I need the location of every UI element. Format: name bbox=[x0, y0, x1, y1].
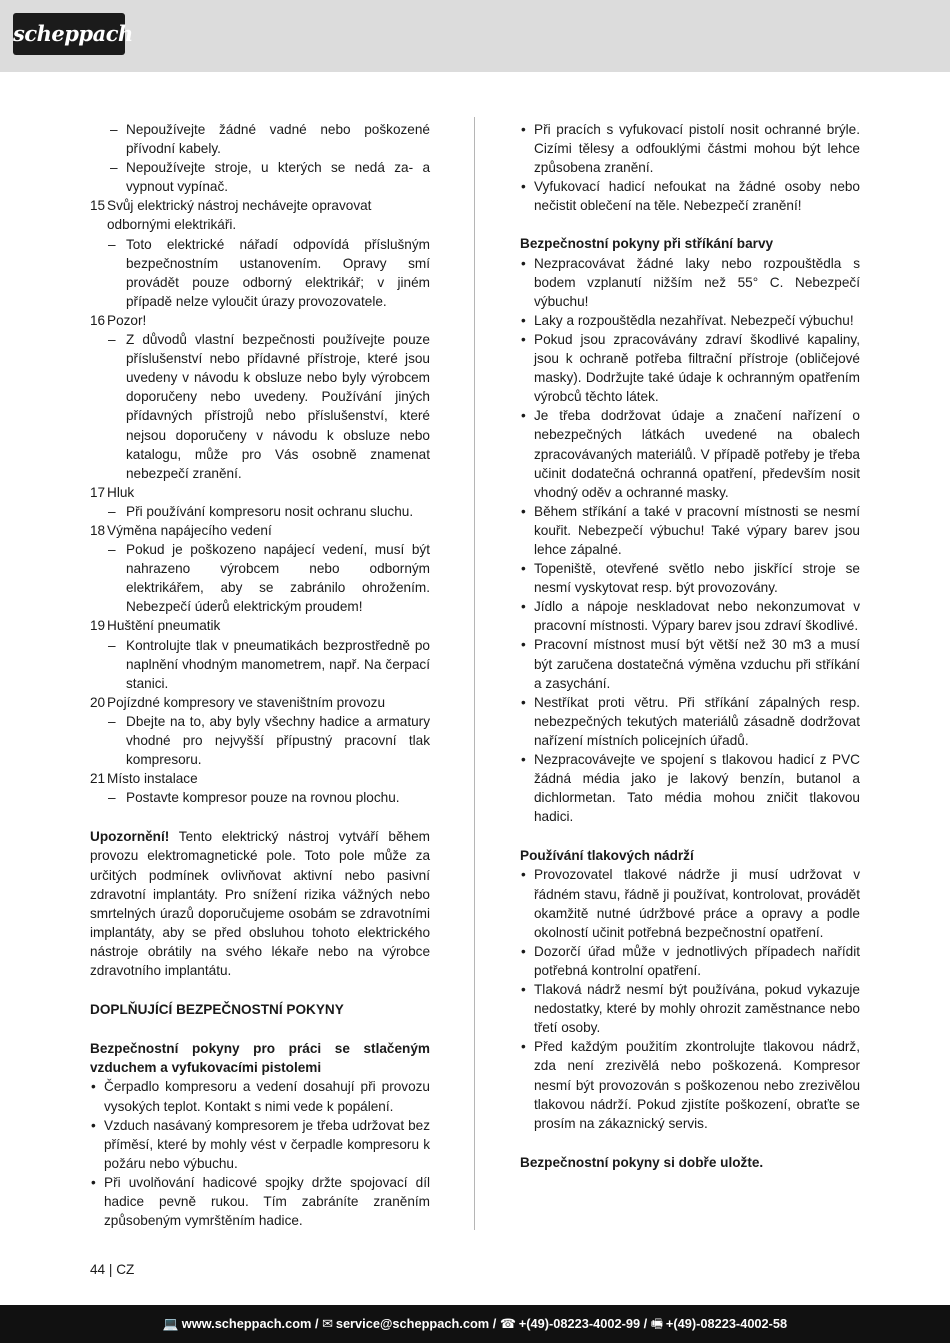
list-item-text: Postavte kompresor pouze na rovnou plochu. bbox=[126, 790, 400, 806]
list-item-text: Pokud je poškozeno napájecí vedení, musí být nahrazeno výrobcem nebo odborným elektrikářem, aby se zabránilo ohrožením. Nebezpečí úderů elektrickým proudem! bbox=[126, 542, 430, 615]
brand-logo: scheppach bbox=[13, 13, 125, 55]
list-item-text: Kontrolujte tlak v pneumatikách bezprostředně po naplnění vhodným manometrem, např. Na čerpací stanici. bbox=[126, 637, 430, 691]
list-item-text: Nepoužívejte stroje, u kterých se nedá za- a vypnout vypínač. bbox=[126, 160, 430, 195]
list-item: • Laky a rozpouštědla nezahřívat. Nebezpečí výbuchu! bbox=[521, 312, 854, 328]
list-item-text: Při používání kompresoru nosit ochranu sluchu. bbox=[126, 503, 414, 519]
list-item: – Kontrolujte tlak v pneumatikách bezprostředně po naplnění vhodným manometrem, např. Na čerpací stanici. bbox=[108, 637, 430, 691]
list-item-text: Provozovatel tlakové nádrže ji musí udržovat v řádném stavu, řádně ji používat, kontrolovat, provádět okamžitě nutné údržbové práce a opravy a podle okolností učinit potřebná bezpečnostní opatření. bbox=[534, 867, 860, 940]
list-item: – Z důvodů vlastní bezpečnosti používejte pouze příslušenství nebo přídavné přístroje, které jsou uvedeny v návodu k obsluze nebo byly výrobcem doporučeny nebo uvedeny. Používání jiných přídavných přístrojů nebo příslušenství, které nejsou doporučeny v návodu k obsluze nebo katalogu, může pro Vás osobně znamenat nebezpečí zranění. bbox=[108, 332, 430, 481]
item-title: Hluk bbox=[107, 484, 135, 500]
item-title: Svůj elektrický nástroj nechávejte opravovat odbornými elektrikáři. bbox=[107, 198, 372, 233]
item-title: Pozor! bbox=[107, 312, 147, 328]
item-number: 19 bbox=[90, 618, 106, 634]
list-item-text: Je třeba dodržovat údaje a značení nařízení o nebezpečných látkách uvedené na obalech zpracovávaných materiálů. V případě potřeby je třeba učinit dodatečná ochranná opatření, především nosit vhodný oděv a ochranné masky. bbox=[534, 408, 860, 500]
item-title: Huštění pneumatik bbox=[107, 618, 221, 634]
list-item: – Toto elektrické nářadí odpovídá příslušným bezpečnostním ustanovením. Opravy smí provádět pouze odborný elektrikář; v jiném případě nelze vyloučit úrazy provozovatele. bbox=[108, 236, 430, 309]
list-item: • Pracovní místnost musí být větší než 30 m3 a musí být zaručena dostatečná výměna vzduchu při stříkání a zasychání. bbox=[521, 637, 860, 691]
phone-number: +(49)-08223-4002-99 / bbox=[518, 1316, 648, 1331]
list-item: • Nestříkat proti větru. Při stříkání zápalných resp. nebezpečných tekutých materiálů zásadně dodržovat nařízení místních policejních úřadů. bbox=[521, 694, 860, 748]
fax-number: +(49)-08223-4002-58 bbox=[665, 1316, 788, 1331]
list-item-text: Nestříkat proti větru. Při stříkání zápalných resp. nebezpečných tekutých materiálů zásadně dodržovat nařízení místních policejních úřadů. bbox=[534, 694, 860, 748]
list-item: • Nezpracovávat žádné laky nebo rozpouštědla s bodem vzplanutí nižším než 55° C. Nebezpečí výbuchu! bbox=[521, 255, 860, 309]
page-number: 44 | CZ bbox=[90, 1262, 135, 1277]
list-item-text: Pokud jsou zpracovávány zdraví škodlivé kapaliny, jsou k ochraně potřeba filtrační přístroje (obličejové masky). Dodržujte také údaje k ochranným opatřením výrobců těchto látek. bbox=[534, 331, 860, 405]
computer-icon: 💻 bbox=[162, 1316, 179, 1331]
list-item-text: Při pracích s vyfukovací pistolí nosit ochranné brýle. Cizími tělesy a odfouklými částmi mohou být lehce způsobena zranění. bbox=[534, 122, 860, 176]
item-number: 18 bbox=[90, 522, 106, 538]
list-item: – Dbejte na to, aby byly všechny hadice a armatury vhodné pro nejvyšší přípustný pracovní tlak kompresoru. bbox=[108, 713, 430, 768]
item-number: 20 bbox=[90, 694, 106, 710]
item-title: Místo instalace bbox=[107, 771, 198, 787]
right-column bbox=[520, 120, 860, 1172]
list-item-text: Během stříkání a také v pracovní místnosti se nesmí kouřit. Nebezpečí výbuchu! Také výpary barev jsou lehce zápalné. bbox=[534, 503, 860, 557]
item-number: 16 bbox=[90, 312, 106, 328]
left-column bbox=[90, 120, 430, 1230]
item-title: Výměna napájecího vedení bbox=[107, 522, 272, 538]
list-item-text: Nepoužívejte žádné vadné nebo poškozené přívodní kabely. bbox=[126, 122, 430, 157]
notice-label: Upozornění! bbox=[90, 829, 170, 845]
list-item: • Před každým použitím zkontrolujte tlakovou nádrž, zda není zrezivělá nebo poškozená. Kompresor nesmí být provozován s poškozenou nebo zrezivělou tlakovou nádrží. Pokud zjistíte poškození, obraťte se prosím na zákaznický servis. bbox=[521, 1039, 860, 1131]
list-item-text: Dbejte na to, aby byly všechny hadice a armatury vhodné pro nejvyšší přípustný pracovní tlak kompresoru. bbox=[126, 713, 430, 768]
list-item-text: Z důvodů vlastní bezpečnosti používejte pouze příslušenství nebo přídavné přístroje, které jsou uvedeny v návodu k obsluze nebo byly výrobcem doporučeny nebo uvedeny. Používání jiných přídavných přístrojů nebo příslušenství, které nejsou doporučeny v návodu k obsluze nebo katalogu, může pro Vás osobně znamenat nebezpečí zranění. bbox=[126, 332, 430, 481]
list-item-text: Nezpracovávat žádné laky nebo rozpouštědla s bodem vzplanutí nižším než 55° C. Nebezpečí výbuchu! bbox=[534, 255, 860, 309]
section-heading: Používání tlakových nádrží bbox=[520, 848, 694, 864]
list-item-text: Vzduch nasávaný kompresorem je třeba udržovat bez příměsí, které by mohly vést v čerpadle kompresoru k požáru nebo výbuchu. bbox=[104, 1117, 430, 1171]
list-item: • Pokud jsou zpracovávány zdraví škodlivé kapaliny, jsou k ochraně potřeba filtrační přístroje (obličejové masky). Dodržujte také údaje k ochranným opatřením výrobců těchto látek. bbox=[521, 331, 860, 405]
numbered-item-18 bbox=[90, 521, 430, 540]
list-item: • Čerpadlo kompresoru a vedení dosahují při provozu vysokých teplot. Kontakt s nimi vede k popálení. bbox=[91, 1079, 430, 1114]
emf-notice bbox=[90, 827, 430, 980]
list-item: • Nezpracovávejte ve spojení s tlakovou hadicí z PVC žádná média jako je lakový benzín, butanol a dichlormetan. Tato média mohou zničit tlakovou hadici. bbox=[521, 752, 860, 825]
numbered-item-15 bbox=[90, 196, 430, 234]
list-item-text: Laky a rozpouštědla nezahřívat. Nebezpečí výbuchu! bbox=[534, 312, 854, 328]
closing-note: Bezpečnostní pokyny si dobře uložte. bbox=[520, 1154, 764, 1170]
list-item: – Pokud je poškozeno napájecí vedení, musí být nahrazeno výrobcem nebo odborným elektrikářem, aby se zabránilo ohrožením. Nebezpečí úderů elektrickým proudem! bbox=[108, 542, 430, 615]
list-item-text: Čerpadlo kompresoru a vedení dosahují při provozu vysokých teplot. Kontakt s nimi vede k popálení. bbox=[104, 1079, 430, 1114]
section-heading: Bezpečnostní pokyny pro práci se stlačeným vzduchem a vyfukovacími pistolemi bbox=[90, 1041, 430, 1076]
list-item: • Vzduch nasávaný kompresorem je třeba udržovat bez příměsí, které by mohly vést v čerpadle kompresoru k požáru nebo výbuchu. bbox=[91, 1117, 430, 1171]
page-footer bbox=[0, 1305, 950, 1343]
list-item: – Nepoužívejte stroje, u kterých se nedá za- a vypnout vypínač. bbox=[110, 160, 430, 195]
list-item: – Nepoužívejte žádné vadné nebo poškozené přívodní kabely. bbox=[110, 122, 430, 157]
item-number: 15 bbox=[90, 198, 106, 214]
list-item: • Tlaková nádrž nesmí být používána, pokud vykazuje nedostatky, které by mohly ohrozit zaměstnance nebo třetí osoby. bbox=[521, 982, 860, 1036]
section-heading: DOPLŇUJÍCÍ BEZPEČNOSTNÍ POKYNY bbox=[90, 1002, 344, 1018]
list-item: • Vyfukovací hadicí nefoukat na žádné osoby nebo nečistit oblečení na těle. Nebezpečí zranění! bbox=[521, 179, 860, 214]
list-item: • Je třeba dodržovat údaje a značení nařízení o nebezpečných látkách uvedené na obalech zpracovávaných materiálů. V případě potřeby je třeba učinit dodatečná ochranná opatření, především nosit vhodný oděv a ochranné masky. bbox=[521, 408, 860, 500]
item-number: 17 bbox=[90, 484, 106, 500]
list-item-text: Dozorčí úřad může v jednotlivých případech nařídit potřebná kontrolní opatření. bbox=[534, 943, 860, 978]
list-item-text: Vyfukovací hadicí nefoukat na žádné osoby nebo nečistit oblečení na těle. Nebezpečí zranění! bbox=[534, 179, 860, 214]
list-item-text: Před každým použitím zkontrolujte tlakovou nádrž, zda není zrezivělá nebo poškozená. Kompresor nesmí být provozován s poškozenou nebo zrezivělou tlakovou nádrží. Pokud zjistíte poškození, obraťte se prosím na zákaznický servis. bbox=[534, 1039, 860, 1131]
list-item: • Topeniště, otevřené světlo nebo jiskřící stroje se nesmí vyskytovat resp. být provozovány. bbox=[521, 561, 860, 596]
email-link[interactable]: service@scheppach.com / bbox=[335, 1316, 497, 1331]
list-item: • Dozorčí úřad může v jednotlivých případech nařídit potřebná kontrolní opatření. bbox=[521, 943, 860, 978]
list-item: – Postavte kompresor pouze na rovnou plochu. bbox=[108, 790, 400, 806]
list-item: – Při používání kompresoru nosit ochranu sluchu. bbox=[108, 503, 414, 519]
list-item: • Při pracích s vyfukovací pistolí nosit ochranné brýle. Cizími tělesy a odfouklými částmi mohou být lehce způsobena zranění. bbox=[521, 122, 860, 176]
list-item: • Provozovatel tlakové nádrže ji musí udržovat v řádném stavu, řádně ji používat, kontrolovat, provádět okamžitě nutné údržbové práce a opravy a podle okolností učinit potřebná bezpečnostní opatření. bbox=[521, 867, 860, 940]
list-item-text: Tlaková nádrž nesmí být používána, pokud vykazuje nedostatky, které by mohly ohrozit zaměstnance nebo třetí osoby. bbox=[534, 982, 860, 1036]
numbered-item-20 bbox=[90, 693, 430, 712]
list-item-text: Topeniště, otevřené světlo nebo jiskřící stroje se nesmí vyskytovat resp. být provozovány. bbox=[534, 561, 860, 596]
list-item-text: Jídlo a nápoje neskladovat nebo nekonzumovat v pracovní místnosti. Výpary barev jsou zdraví škodlivé. bbox=[534, 599, 860, 634]
numbered-item-21 bbox=[90, 769, 430, 788]
numbered-item-19 bbox=[90, 616, 430, 635]
list-item-text: Při uvolňování hadicové spojky držte spojovací díl hadice pevně rukou. Tím zabráníte zraněním způsobeným vymrštěním hadice. bbox=[104, 1174, 430, 1229]
phone-icon: ☎ bbox=[499, 1316, 516, 1331]
list-item-text: Pracovní místnost musí být větší než 30 m3 a musí být zaručena dostatečná výměna vzduchu při stříkání a zasychání. bbox=[534, 637, 860, 691]
item-title: Pojízdné kompresory ve staveništním provozu bbox=[107, 694, 386, 710]
item-number: 21 bbox=[90, 771, 106, 787]
section-heading: Bezpečnostní pokyny při stříkání barvy bbox=[520, 236, 774, 252]
numbered-item-16 bbox=[90, 311, 430, 330]
list-item-text: Nezpracovávejte ve spojení s tlakovou hadicí z PVC žádná média jako je lakový benzín, butanol a dichlormetan. Tato média mohou zničit tlakovou hadici. bbox=[534, 752, 860, 825]
list-item-text: Toto elektrické nářadí odpovídá příslušným bezpečnostním ustanovením. Opravy smí provádět pouze odborný elektrikář; v jiném případě nelze vyloučit úrazy provozovatele. bbox=[126, 236, 430, 309]
fax-icon: 🖷 bbox=[650, 1316, 663, 1331]
list-item: • Při uvolňování hadicové spojky držte spojovací díl hadice pevně rukou. Tím zabráníte zraněním způsobeným vymrštěním hadice. bbox=[91, 1174, 430, 1229]
list-item: • Během stříkání a také v pracovní místnosti se nesmí kouřit. Nebezpečí výbuchu! Také výpary barev jsou lehce zápalné. bbox=[521, 503, 860, 557]
mail-icon: ✉ bbox=[322, 1316, 333, 1331]
page-header bbox=[0, 0, 950, 72]
numbered-item-17 bbox=[90, 483, 430, 502]
notice-text: Tento elektrický nástroj vytváří během provozu elektromagnetické pole. Toto pole může za určitých podmínek ovlivňovat aktivní nebo pasivní zdravotní implantáty. Pro snížení rizika vážných nebo smrtelných úrazů doporučujeme osobám se zdravotními implantáty, aby se před obsluhou tohoto elektrického nástroje obrátily na svého lékaře nebo na výrobce zdravotního implantátu. bbox=[90, 829, 430, 979]
list-item: • Jídlo a nápoje neskladovat nebo nekonzumovat v pracovní místnosti. Výpary barev jsou zdraví škodlivé. bbox=[521, 599, 860, 634]
column-divider bbox=[474, 117, 475, 1230]
website-link[interactable]: www.scheppach.com / bbox=[181, 1316, 319, 1331]
